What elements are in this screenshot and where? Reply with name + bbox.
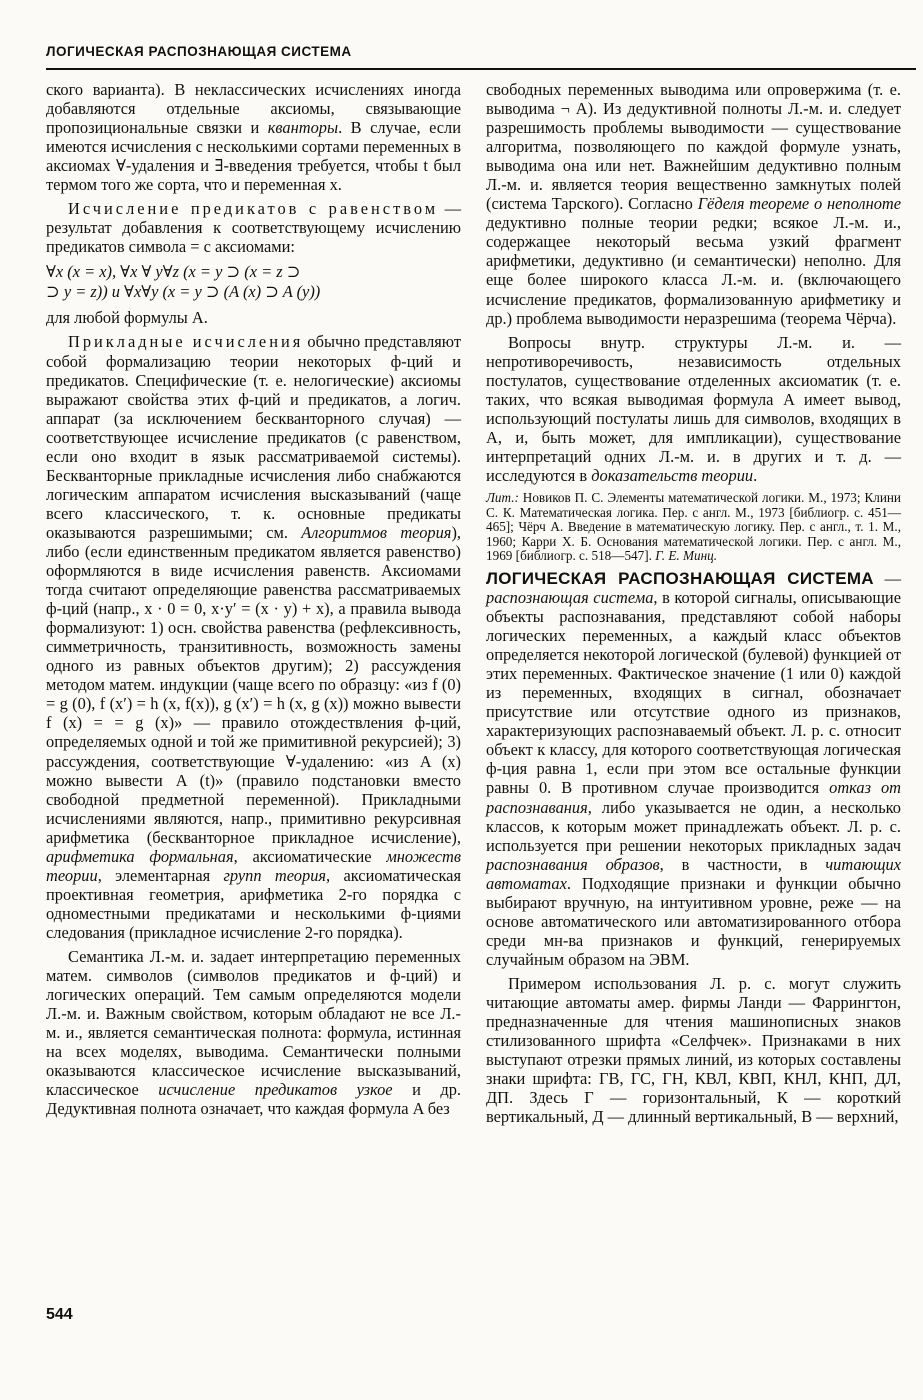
page-number: 544 (46, 1306, 73, 1323)
running-header: ЛОГИЧЕСКАЯ РАСПОЗНАЮЩАЯ СИСТЕМА (46, 44, 352, 59)
bibliography: Лит.: Новиков П. С. Элементы математической логики. М., 1973; Клини С. К. Математическая логика. Пер. с англ. М., 1973 [библиогр. с. 451—465]; Чёрч А. Введение в математическую логику. Пер. с англ., т. 1. М., 1960; Карри Х. Б. Основания математической логики. Пер. с англ. М., 1969 [библиогр. с. 518—547]. Г. Е. Минц. (486, 489, 901, 564)
left-column (46, 80, 461, 1118)
paragraph: Прикладные исчисления обычно представляют собой формализацию теории некоторых ф-ций и предикатов. Специфические (т. е. нелогические) аксиомы выражают свойства этих ф-ций и предикатов, а логич. аппарат (за исключением бескванторного случая) — соответствующее исчисление предикатов (с равенством, если оно входит в язык рассматриваемой системы). Бескванторные прикладные исчисления либо снабжаются логическим аппаратом исчисления высказываний (чаще всего классического, т. к. основные предикаты оказываются разрешимыми; см. Алгоритмов теория), либо (если единственным предикатом является равенство) оформляются в виде исчисления равенств. Аксиомами тогда считают определяющие равенства рассматриваемых ф-ций (напр., x · 0 = 0, x·y′ = (x · y) + x), а правила вывода формализуют: 1) осн. свойства равенства (рефлексивность, симметричность, транзитивность, возможность замены одного из равных объектов другим); 2) рассуждения методом матем. индукции (чаще всего по образцу: «из f (0) = g (0), f (x′) = h (x, f(x)), g (x′) = h (x, g (x)) можно вывести f (x) = = g (x)» — правило отождествления ф-ций, определяемых одной и той же примитивной рекурсией); 3) рассуждения, соответствующие ∀-удалению: «из A (x) можно вывести A (t)» (правило подстановки вместо свободной предметной переменной). Прикладными исчислениями являются, напр., примитивно рекурсивная арифметика (бескванторное прикладное исчисление), арифметика формальная, аксиоматические множеств теории, элементарная групп теория, аксиоматическая проективная геометрия, арифметика 2-го порядка с одноместными предикатами и несколькими ф-циями следования (прикладное исчисление 2-го порядка). (46, 332, 462, 942)
paragraph: для любой формулы A. (46, 308, 208, 328)
entry-paragraph: ЛОГИЧЕСКАЯ РАСПОЗНАЮЩАЯ СИСТЕМА — распознающая система, в которой сигналы, описывающие объекты распознавания, представляют собой наборы логических переменных, а каждый класс объектов определяется некоторой логической (булевой) функцией от этих переменных. Фактическое значение (1 или 0) каждой из переменных, входящих в сигнал, обозначает присутствие или отсутствие одного из признаков, характеризующих распознаваемый объект. Л. р. с. относит объект к классу, для которого соответствующая логическая ф-ция равна 1, если при этом все остальные функции равны 0. В противном случае производится отказ от распознавания, либо указывается не один, а несколько классов, к которым может принадлежать объект. Л. р. с. используется при решении некоторых прикладных задач распознавания образов, в частности, в читающих автоматах. Подходящие признаки и функции обычно выбирают вручную, на интуитивном уровне, реже — на основе автоматического или автоматизированного отбора среди мн-ва признаков и функций, генерируемых случайным образом на ЭВМ. (486, 568, 901, 969)
author-signature: Г. Е. Минц. (655, 548, 717, 564)
entry-title: ЛОГИЧЕСКАЯ РАСПОЗНАЮЩАЯ СИСТЕМА (486, 568, 874, 588)
paragraph: ского варианта). В неклассических исчислениях иногда добавляются отдельные аксиомы, связывающие пропозициональные связки и кванторы. В случае, если имеются исчисления с несколькими сортами переменных в аксиомах ∀-удаления и ∃-введения требуется, чтобы t был термом того же сорта, что и переменная x. (46, 80, 461, 195)
paragraph: Примером использования Л. р. с. могут служить читающие автоматы амер. фирмы Ланди — Фаррингтон, предназначенные для чтения машинописных знаков стилизованного шрифта «Селфчек». Признаками в них выступают отрезки прямых линий, из которых составлены знаки шрифта: ГВ, ГС, ГН, КВЛ, КВП, КНЛ, КНП, ДЛ, ДП. Здесь Г — горизонтальный, К — короткий вертикальный, Д — длинный вертикальный, В — верхний, (486, 973, 901, 1127)
paragraph: Вопросы внутр. структуры Л.-м. и. — непротиворечивость, независимость отдельных постулатов, существование отделенных аксиоматик (т. е. таких, что всякая выводимая формула A имеет вывод, использующий постулаты лишь для символов, входящих в A, и, быть может, для импликации), существование интерпретаций одних Л.-м. и. в других и т. д. — исследуются в доказательств теории. (486, 332, 901, 485)
paragraph: Исчисление предикатов с равенством — результат добавления к соответствующему исчислению предикатов символа = с аксиомами: (46, 199, 461, 257)
paragraph: Семантика Л.-м. и. задает интерпретацию переменных матем. символов (символов предикатов и ф-ций) и логических операций. Тем самым определяются модели Л.-м. и. Важным свойством, которым обладают не все Л.-м. и., является семантическая полнота: формула, истинная на всех моделях, выводима. Семантически полными оказываются классическое исчисление высказываний, классическое исчисление предикатов узкое и др. Дедуктивная полнота означает, что каждая формула A без (46, 946, 462, 1119)
paragraph: свободных переменных выводима или опровержима (т. е. выводима ¬ A). Из дедуктивной полноты Л.-м. и. следует разрешимость проблемы выводимости — существование алгоритма, позволяющего по каждой формуле узнать, выводима она или нет. Важнейшим дедуктивно полным Л.-м. и. является теория вещественно замкнутых полей (система Тарского). Согласно Гёделя теореме о неполноте дедуктивно полные теории редки; всякое Л.-м. и., содержащее некоторый весьма узкий фрагмент арифметики, дедуктивно (и семантически) неполно. Для еще более широкого класса Л.-м. и. (включающего исчисление предикатов, формализованную арифметику и др.) проблема выводимости неразрешима (теорема Чёрча). (486, 80, 902, 328)
right-column (486, 80, 901, 1126)
header-rule (46, 68, 916, 70)
formula: ∀x (x = x), ∀x ∀ y∀z (x = y ⊃ (x = z ⊃ ⊃ y = z)) и ∀x∀y (x = y ⊃ (A (x) ⊃ A (y)) (46, 262, 321, 302)
